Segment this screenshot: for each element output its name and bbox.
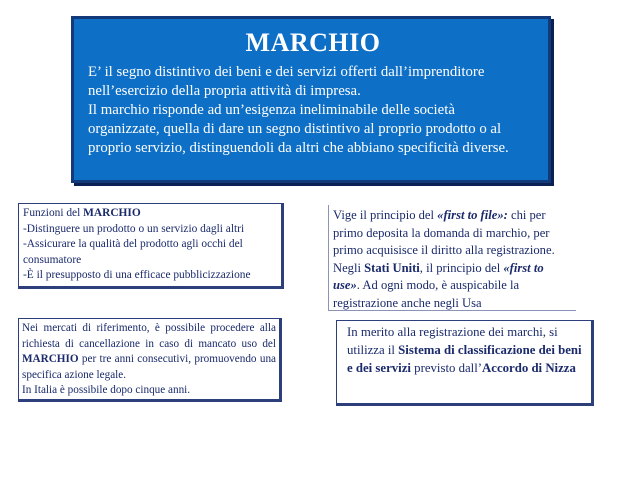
definition-paragraph xyxy=(88,63,538,101)
vige-text-2: chi per primo deposita la domanda di marchio, per primo acquisisce il diritto alla registrazione. Negli xyxy=(333,208,555,275)
merito-text-2: previsto dall’ xyxy=(410,360,483,375)
definition-line-2: nell’esercizio della propria attività di impresa. xyxy=(88,83,361,99)
stati-uniti-term: Stati Uniti xyxy=(364,260,420,275)
funzioni-heading-prefix: Funzioni del xyxy=(23,207,84,219)
mercati-paragraph xyxy=(22,321,276,383)
vige-text-1: Vige il principio del xyxy=(333,208,438,222)
slide-title: MARCHIO xyxy=(245,28,381,57)
mercati-italia-line: In Italia è possibile dopo cinque anni. xyxy=(22,384,191,396)
vige-text-4: . Ad ogni modo, è auspicabile la registrazione anche negli Usa xyxy=(333,278,520,310)
classificazione-box xyxy=(336,320,594,406)
funzioni-box xyxy=(18,203,284,289)
first-to-file-term: «first to file»: xyxy=(437,208,508,222)
first-to-use-term: «first to use» xyxy=(333,260,544,292)
mercati-text-1: Nei mercati di riferimento, è possibile procedere alla richiesta di cancellazione in caso di mancato uso del xyxy=(22,322,276,350)
definition-line-1: E’ il segno distintivo dei beni e dei servizi offerti dall’imprenditore xyxy=(88,64,485,80)
mercati-text-2: per tre anni consecutivi, promuovendo una specifica azione legale. xyxy=(22,353,276,381)
funzioni-item: -Assicurare la qualità del prodotto agli occhi del xyxy=(23,238,243,251)
funzioni-item: -Distinguere un prodotto o un servizio dagli altri xyxy=(23,222,245,235)
funzioni-item: -È il presupposto di una efficace pubblicizzazione xyxy=(23,269,251,282)
mercati-marchio-term: MARCHIO xyxy=(22,353,79,365)
cancellazione-box xyxy=(18,318,282,402)
funzioni-heading xyxy=(23,206,277,222)
sistema-classificazione-term: Sistema di classificazione dei beni e dei servizi xyxy=(347,342,582,375)
merito-text-1: In merito alla registrazione dei marchi, si utilizza il xyxy=(347,325,558,357)
funzioni-heading-bold: MARCHIO xyxy=(83,207,141,219)
funzioni-item: consumatore xyxy=(23,253,82,266)
purpose-line-2: organizzate, quella di dare un segno distintivo al proprio prodotto o al xyxy=(88,121,502,137)
purpose-paragraph xyxy=(88,101,538,158)
first-to-file-box xyxy=(328,205,576,311)
purpose-line-3: proprio servizio, distinguendoli da altri che abbiano specificità diverse. xyxy=(88,140,509,156)
purpose-line-1: Il marchio risponde ad un’esigenza ineliminabile delle società xyxy=(88,102,455,118)
marchio-title-box xyxy=(71,16,551,183)
accordo-nizza-term: Accordo di Nizza xyxy=(482,360,576,375)
vige-text-3: , il principio del xyxy=(419,260,504,275)
